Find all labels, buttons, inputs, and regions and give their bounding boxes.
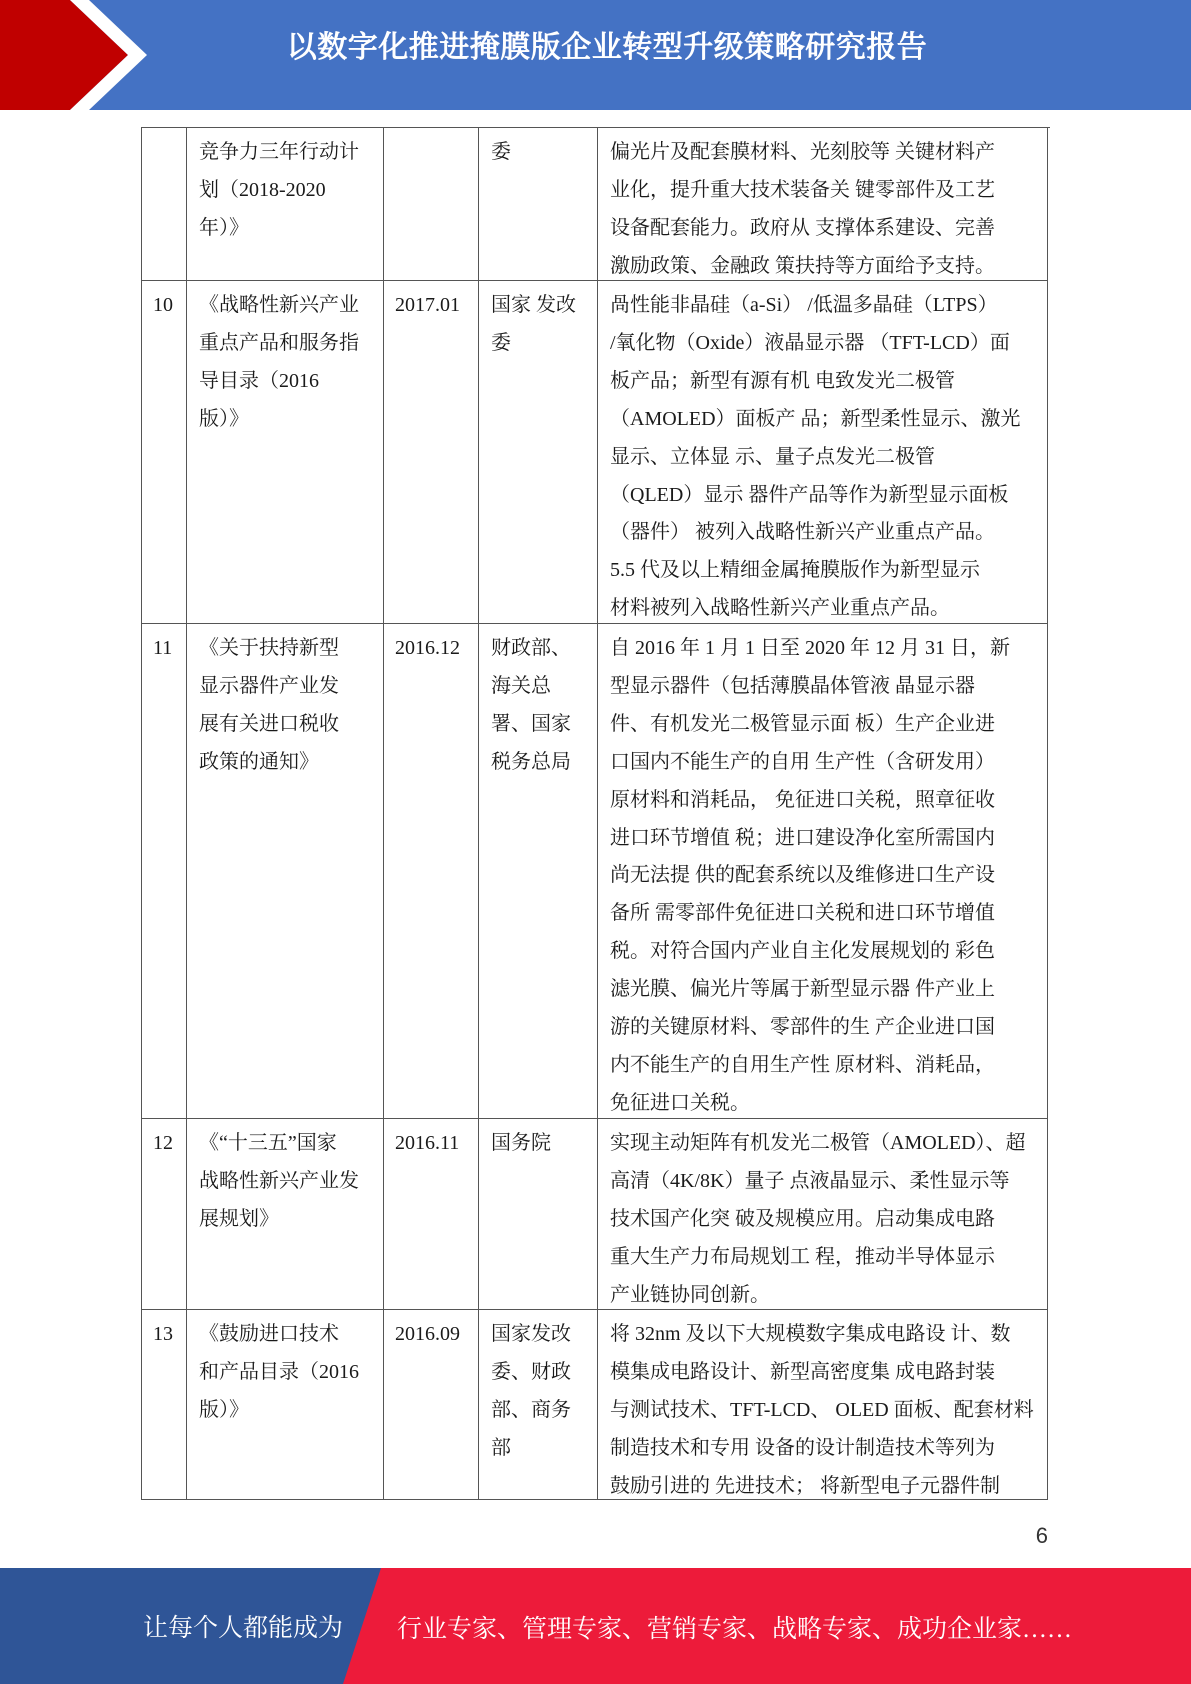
cell-line: 和产品目录（2016 (199, 1360, 359, 1383)
footer-slogan-right: 行业专家、管理专家、营销专家、战略专家、成功企业家…… (397, 1616, 1073, 1643)
cell-policy-name (187, 128, 384, 280)
cell-number (142, 281, 187, 623)
cell-policy-name (187, 1119, 384, 1309)
header-chevron-shape (0, 0, 160, 110)
table-row (142, 1310, 1048, 1500)
cell-line: 划（2018-2020 (199, 178, 326, 201)
cell-line: 板产品；新型有源有机 电致发光二极管 (610, 369, 955, 392)
cell-line: 导目录（2016 (199, 369, 319, 392)
cell-date (384, 1119, 479, 1309)
report-title: 以数字化推进掩膜版企业转型升级策略研究报告 (286, 31, 928, 64)
cell-line: 模集成电路设计、新型高密度集 成电路封装 (610, 1360, 995, 1383)
cell-line: 2017.01 (395, 294, 460, 316)
cell-line: 国家发改 (491, 1323, 571, 1345)
cell-line: 内不能生产的自用生产性 原材料、消耗品， (610, 1053, 995, 1076)
cell-policy-name (187, 624, 384, 1118)
cell-content (598, 281, 1048, 623)
footer-banner (0, 1568, 1191, 1684)
cell-line: 免征进口关税。 (610, 1091, 750, 1114)
cell-line: 产业链协同创新。 (610, 1283, 770, 1306)
cell-issuer (479, 128, 598, 280)
cell-line: 11 (153, 637, 173, 659)
cell-line: 战略性新兴产业发 (199, 1169, 359, 1192)
cell-content (598, 128, 1048, 280)
table-row (142, 624, 1048, 1119)
cell-line: 原材料和消耗品， 免征进口关税，照章征收 (610, 788, 995, 811)
cell-line: 《战略性新兴产业 (199, 294, 359, 316)
table-row (142, 281, 1048, 624)
cell-line: 年）》 (199, 216, 249, 239)
cell-line: 制造技术和专用 设备的设计制造技术等列为 (610, 1436, 995, 1459)
page-number: 6 (1035, 1523, 1048, 1548)
cell-line: 12 (153, 1132, 173, 1154)
cell-line: 备所 需零部件免征进口关税和进口环节增值 (610, 902, 995, 925)
cell-line: 与测试技术、TFT-LCD、 OLED 面板、配套材料 (610, 1398, 1034, 1421)
cell-line: 尚无法提 供的配套系统以及维修进口生产设 (610, 864, 995, 887)
cell-line: 高清（4K/8K）量子 点液晶显示、柔性显示等 (610, 1169, 1010, 1192)
cell-line: 税务总局 (491, 750, 571, 773)
cell-policy-name (187, 1310, 384, 1499)
cell-line: 技术国产化突 破及规模应用。启动集成电路 (610, 1207, 995, 1230)
cell-line: 部 (491, 1436, 511, 1459)
cell-line: 《鼓励进口技术 (199, 1323, 339, 1345)
cell-line: 游的关键原材料、零部件的生 产企业进口国 (610, 1016, 995, 1039)
cell-line: 重点产品和服务指 (199, 331, 359, 354)
table-row (142, 128, 1048, 281)
cell-number (142, 1310, 187, 1499)
cell-line: 实现主动矩阵有机发光二极管（AMOLED）、超 (610, 1132, 1026, 1154)
cell-line: 滤光膜、偏光片等属于新型显示器 件产业上 (610, 978, 995, 1001)
cell-line: 13 (153, 1323, 173, 1345)
cell-line: 版）》 (199, 1398, 249, 1421)
cell-line: 偏光片及配套膜材料、光刻胶等 关键材料产 (610, 141, 995, 163)
cell-content (598, 624, 1048, 1118)
cell-number (142, 128, 187, 280)
cell-line: /氧化物（Oxide）液晶显示器 （TFT-LCD）面 (610, 331, 1010, 354)
cell-content (598, 1119, 1048, 1309)
cell-content (598, 1310, 1048, 1499)
cell-number (142, 624, 187, 1118)
cell-date (384, 128, 479, 280)
cell-line: （QLED）显示 器件产品等作为新型显示面板 (610, 483, 1009, 506)
cell-line: 2016.09 (395, 1323, 460, 1345)
cell-line: 激励政策、金融政 策扶持等方面给予支持。 (610, 254, 995, 277)
cell-line: 《“十三五”国家 (199, 1132, 337, 1154)
policy-table (141, 127, 1050, 1500)
cell-line: 海关总 (491, 674, 551, 697)
cell-date (384, 1310, 479, 1499)
cell-line: 国务院 (491, 1132, 551, 1154)
cell-line: 设备配套能力。政府从 支撑体系建设、完善 (610, 216, 995, 239)
cell-line: 业化，提升重大技术装备关 键零部件及工艺 (610, 178, 995, 201)
cell-line: 咼性能非晶硅（a-Si） /低温多晶硅（LTPS） (610, 294, 998, 316)
table-row (142, 1119, 1048, 1310)
cell-policy-name (187, 281, 384, 623)
cell-issuer (479, 1310, 598, 1499)
cell-line: 件、有机发光二极管显示面 板）生产企业进 (610, 712, 995, 735)
cell-line: 5.5 代及以上精细金属掩膜版作为新型显示 (610, 559, 980, 582)
cell-line: 2016.12 (395, 637, 460, 659)
cell-date (384, 281, 479, 623)
cell-line: 委 (491, 141, 511, 163)
cell-line: 2016.11 (395, 1132, 460, 1154)
cell-line: （AMOLED）面板产 品；新型柔性显示、激光 (610, 407, 1021, 430)
cell-line: 将 32nm 及以下大规模数字集成电路设 计、数 (610, 1323, 1011, 1345)
cell-line: 重大生产力布局规划工 程，推动半导体显示 (610, 1245, 995, 1268)
cell-line: 国家 发改 (491, 294, 576, 316)
cell-line: 型显示器件（包括薄膜晶体管液 晶显示器 (610, 674, 975, 697)
cell-line: 版）》 (199, 407, 249, 430)
cell-line: 进口环节增值 税；进口建设净化室所需国内 (610, 826, 995, 849)
cell-line: 部、商务 (491, 1398, 571, 1421)
cell-line: 10 (153, 294, 173, 316)
cell-line: 税。对符合国内产业自主化发展规划的 彩色 (610, 940, 995, 963)
cell-line: 材料被列入战略性新兴产业重点产品。 (610, 597, 950, 620)
header-banner (0, 0, 1191, 110)
cell-issuer (479, 281, 598, 623)
cell-line: 口国内不能生产的自用 生产性（含研发用） (610, 750, 995, 773)
cell-line: 财政部、 (491, 637, 571, 659)
cell-line: 竞争力三年行动计 (199, 141, 359, 163)
cell-line: 政策的通知》 (199, 750, 319, 773)
cell-line: （器件） 被列入战略性新兴产业重点产品。 (610, 521, 995, 544)
cell-date (384, 624, 479, 1118)
cell-line: 《关于扶持新型 (199, 637, 339, 659)
cell-issuer (479, 1119, 598, 1309)
footer-slogan-left: 让每个人都能成为 (143, 1615, 344, 1642)
cell-line: 展有关进口税收 (199, 712, 339, 735)
cell-line: 显示、立体显 示、量子点发光二极管 (610, 445, 935, 468)
cell-issuer (479, 624, 598, 1118)
cell-line: 署、国家 (491, 712, 571, 735)
cell-line: 显示器件产业发 (199, 674, 339, 697)
cell-line: 自 2016 年 1 月 1 日至 2020 年 12 月 31 日，新 (610, 637, 1010, 659)
cell-line: 鼓励引进的 先进技术； 将新型电子元器件制 (610, 1474, 1000, 1497)
cell-line: 委、财政 (491, 1360, 571, 1383)
cell-line: 展规划》 (199, 1207, 279, 1230)
cell-number (142, 1119, 187, 1309)
cell-line: 委 (491, 331, 511, 354)
